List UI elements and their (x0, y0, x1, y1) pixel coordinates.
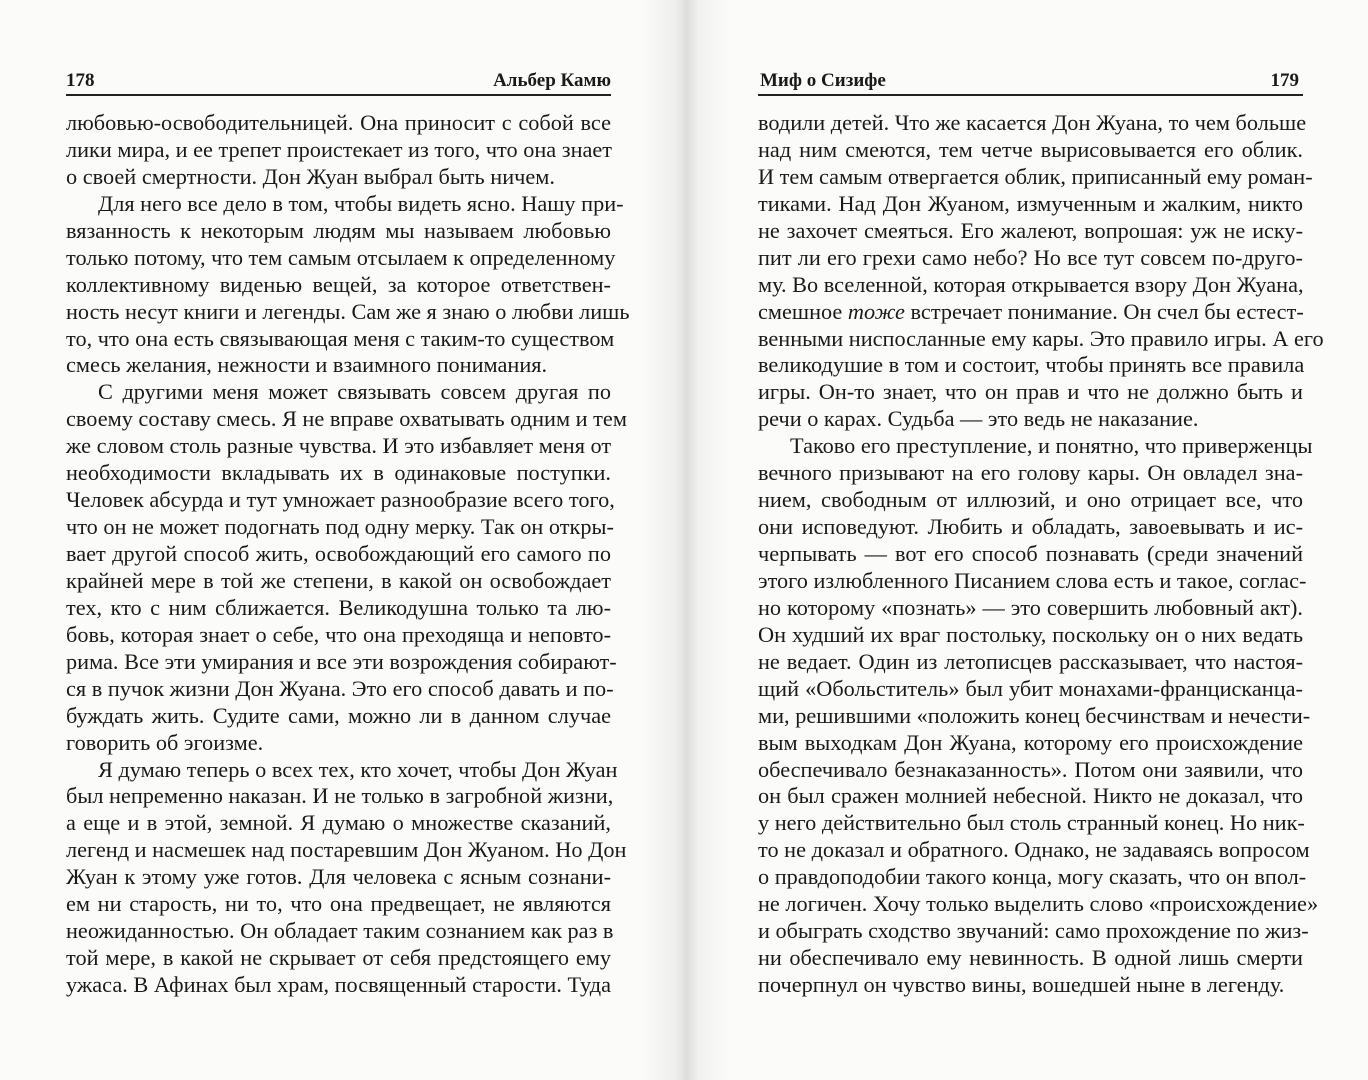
text-line: игры. Он-то знает, что он прав и что не должно быть и (758, 379, 1303, 405)
text-line: но которому «познать» — это совершить любовный акт). (758, 594, 1303, 620)
text-line: рима. Все эти умирания и все эти возрождения собирают- (66, 648, 617, 674)
text-line: вает другой способ жить, освобождающий его самого по (66, 541, 611, 566)
text-line: о правдоподобии такого конца, могу сказать, что он впол- (758, 864, 1307, 890)
text-line: над ним смеются, тем четче вырисовывается его облик. (758, 136, 1303, 162)
text-line: нием, свободным от иллюзий, и оно отрицает все, что (758, 487, 1303, 513)
book-gutter-shadow (640, 0, 730, 1080)
text-line: любовью-освободительницей. Она приносит с собой все (66, 110, 611, 135)
text-line: вязанность к некоторым людям мы называем любовью (66, 217, 611, 243)
text-line: И тем самым отвергается облик, приписанный ему роман- (758, 163, 1313, 189)
text-line: ужаса. В Афинах был храм, посвященный старости. Туда (66, 972, 611, 997)
running-head-author: Альбер Камю (493, 70, 611, 91)
text-line: смесь желания, нежности и взаимного понимания. (66, 352, 548, 378)
text-line: то, что она есть связывающая меня с таким-то существом (66, 325, 615, 351)
text-line: щий «Обольститель» был убит монахами-францисканца- (758, 675, 1303, 701)
text-line: не ведает. Один из летописцев рассказывает, что настоя- (758, 648, 1303, 674)
text-line: Я думаю теперь о всех тех, кто хочет, чтобы Дон Жуан (98, 756, 618, 782)
text-line: Он худший их враг постольку, поскольку он о них ведать (758, 621, 1303, 647)
text-segment: встречает понимание. Он счел бы естест- (904, 298, 1304, 324)
text-line: тех, кто с ним сближается. Великодушна только та лю- (66, 594, 611, 620)
text-line: не логичен. Хочу только выделить слово «происхождение» (758, 891, 1319, 917)
text-line: что он не может подогнать под одну мерку. Так он откры- (66, 514, 614, 540)
text-line: крайней мере в той же степени, в какой он освобождает (66, 567, 611, 593)
text-line: этого излюбленного Писанием слова есть и такое, соглас- (758, 567, 1307, 593)
page-header (66, 68, 611, 96)
text-line: и обыграть сходство звучаний: само прохождение по жиз- (758, 918, 1309, 944)
text-line: он был сражен молнией небесной. Никто не доказал, что (758, 783, 1303, 809)
text-line: черпывать — вот его способ познавать (среди значений (758, 541, 1303, 566)
text-line: Для него все дело в том, чтобы видеть ясно. Нашу при- (98, 190, 624, 216)
text-line: ни обеспечивало ему невинность. В одной лишь смерти (758, 945, 1303, 971)
text-line: неожиданностью. Он обладает таким сознанием как раз в (66, 918, 614, 944)
text-line: водили детей. Что же касается Дон Жуана, то чем больше (758, 110, 1307, 135)
text-line: был непременно наказан. И не только в загробной жизни, (66, 783, 614, 809)
text-line: обеспечивало безнаказанность». Потом они заявили, что (758, 756, 1303, 782)
text-line: ся в пучок жизни Дон Жуана. Это его способ давать и по- (66, 675, 614, 701)
text-line: ность несут книги и легенды. Сам же я знаю о любви лишь (66, 298, 630, 324)
text-line: коллективному виденью вещей, за которое ответствен- (66, 271, 611, 297)
text-line: а еще и в этой, земной. Я думаю о множестве сказаний, (66, 810, 611, 836)
text-line: Таково его преступление, и понятно, что приверженцы (790, 433, 1313, 459)
italic-emphasis: тоже (847, 298, 905, 324)
text-line: Жуан к этому уже готов. Для человека с ясным сознани- (66, 864, 611, 890)
text-line: то не доказал и обратного. Однако, не задаваясь вопросом (758, 837, 1310, 863)
text-line: своему составу смесь. Я не вправе охватывать одним и тем (66, 406, 627, 432)
text-line: речи о карах. Судьба — это ведь не наказание. (758, 406, 1199, 432)
text-line: вым выходкам Дон Жуана, которому его происхождение (758, 729, 1303, 755)
text-line: тиками. Над Дон Жуаном, измученным и жалким, никто (758, 190, 1303, 216)
text-line: той мере, в какой не скрывает от себя предстоящего ему (66, 945, 611, 971)
text-line: великодушие в том и состоит, чтобы принять все правила (758, 352, 1305, 378)
running-head-title: Миф о Сизифе (760, 70, 886, 91)
page-header (758, 68, 1303, 96)
text-line: они исповедуют. Любить и обладать, завоевывать и ис- (758, 514, 1303, 540)
text-line: ми, решившими «положить конец бесчинствам и нечести- (758, 702, 1311, 728)
text-line: ем ни старость, ни то, что она предвещает, не являются (66, 891, 611, 917)
text-line: же словом столь разные чувства. И это избавляет меня от (66, 433, 612, 459)
text-line: о своей смертности. Дон Жуан выбрал быть ничем. (66, 163, 555, 189)
page-number: 178 (66, 70, 95, 91)
text-line: легенд и насмешек над постаревшим Дон Жуаном. Но Дон (66, 837, 627, 863)
page-body-text (66, 110, 630, 999)
text-line (758, 299, 1303, 326)
text-line: Человек абсурда и тут умножает разнообразие всего того, (66, 487, 615, 513)
text-segment: смешное (758, 298, 848, 324)
text-line: пит ли его грехи само небо? Но все тут совсем по-друго- (758, 244, 1303, 270)
page-body-text (758, 110, 1324, 999)
text-line: говорить об эгоизме. (66, 729, 264, 755)
text-line: у него действительно был столь странный конец. Но ник- (758, 810, 1305, 836)
text-line: лики мира, и ее трепет проистекает из того, что она знает (66, 136, 613, 162)
text-line: венными ниспосланные ему кары. Это правило игры. А его (758, 325, 1324, 351)
text-line: необходимости вкладывать их в одинаковые поступки. (66, 460, 611, 486)
text-line: бовь, которая знает о себе, что она преходяща и неповто- (66, 621, 611, 647)
text-line: С другими меня может связывать совсем другая по (98, 379, 611, 405)
text-line: буждать жить. Судите сами, можно ли в данном случае (66, 702, 611, 728)
page-number: 179 (1270, 70, 1299, 91)
text-line: почерпнул он чувство вины, вошедшей ныне в легенду. (758, 972, 1285, 997)
text-line: вечного призывают на его голову кары. Он овладел зна- (758, 460, 1303, 486)
text-line: му. Во вселенной, которая открывается взору Дон Жуана, (758, 271, 1304, 297)
text-line: только потому, что тем самым отсылаем к определенному (66, 244, 616, 270)
text-line: не захочет смеяться. Его жалеют, вопрошая: уж не иску- (758, 217, 1303, 243)
